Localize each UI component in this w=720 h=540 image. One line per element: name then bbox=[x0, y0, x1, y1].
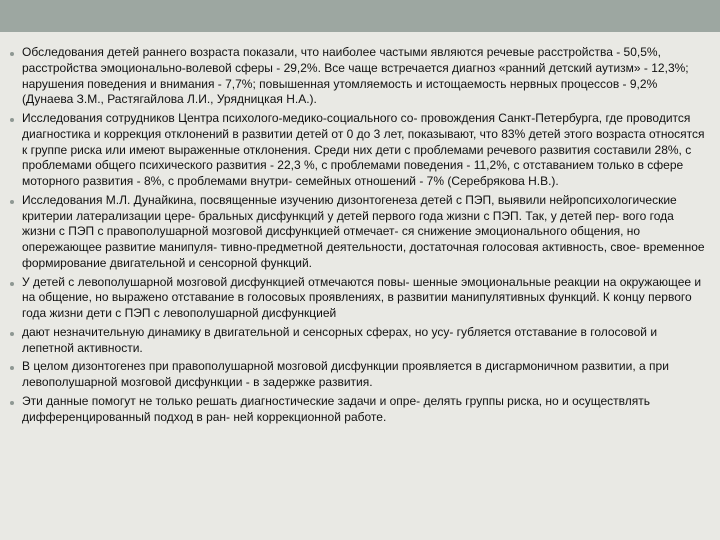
bullet-text: У детей с левополушарной мозговой дисфункцией отмечаются повы- шенные эмоциональные реакции на окружающее и на общение, но выражено отставание в голосовых проявлениях, в развитии манипулятивных функций. К концу первого года жизни дети с ПЭП с левополушарной дисфункцией bbox=[22, 274, 702, 320]
bullet-dot-icon bbox=[10, 366, 14, 370]
bullet-text: Исследования М.Л. Дунайкина, посвященные изучению дизонтогенеза детей с ПЭП, выявили нейропсихологические критерии латерализации цере- бральных дисфункций у детей первого года жизни с ПЭП. Так, у детей пер- вого года жизни с ПЭП с правополушарной мозговой дисфункцией отмечает- ся снижение эмоционального общения, но опережающее развитие манипуля- тивно-предметной деятельности, достаточная голосовая активность, свое- временное формирование двигательной и сенсорной функций. bbox=[22, 192, 705, 270]
bullet-dot-icon bbox=[10, 401, 14, 405]
bullet-dot-icon bbox=[10, 282, 14, 286]
bullet-dot-icon bbox=[10, 118, 14, 122]
bullet-text: В целом дизонтогенез при правополушарной мозговой дисфункции проявляется в дисгармоничном развитии, а при левополушарной мозговой дисфункции - в задержке развития. bbox=[22, 359, 669, 389]
bullet-list bbox=[10, 45, 710, 425]
slide-body bbox=[10, 45, 710, 428]
bullet-item bbox=[10, 193, 710, 272]
bullet-item bbox=[10, 394, 710, 426]
bullet-text: дают незначительную динамику в двигательной и сенсорных сферах, но усу- губляется отставание в голосовой и лепетной активности. bbox=[22, 324, 658, 355]
slide-header-bar bbox=[0, 0, 720, 32]
bullet-text: Исследования сотрудников Центра психолого-медико-социального со- провождения Санкт-Петербурга, где проводится диагностика и коррекция отклонений в развитии детей от 0 до 3 лет, показывают, что 83% детей этого возраста относятся к группе риска или имеют выраженные отклонения. Среди них дети с проблемами речевого развития составили 28%, с проблемами общего психического развития - 22,3 %, с проблемами поведения - 11,2%, с отставанием только в сфере моторного развития - 8%, с проблемами внутри- семейных отношений - 7% (Серебрякова Н.В.). bbox=[22, 111, 705, 188]
bullet-item bbox=[10, 359, 710, 391]
bullet-item bbox=[10, 111, 710, 190]
bullet-text: Обследования детей раннего возраста показали, что наиболее частыми являются речевые расстройства - 50,5%, расстройства эмоционально-волевой сферы - 29,2%. Все чаще встречается диагноз «ранний детский аутизм» - 12,3%; нарушения поведения и внимания - 7,7%; повышенная утомляемость и истощаемость нервных процессов - 9,2% (Дунаева З.М., Растягайлова Л.И., Урядницкая Н.А.). bbox=[22, 45, 689, 107]
bullet-text: Эти данные помогут не только решать диагностические задачи и опре- делять группы риска, но и осуществлять дифференцированный подход в ран- ней коррекционной работе. bbox=[22, 393, 651, 424]
bullet-dot-icon bbox=[10, 200, 14, 204]
bullet-item bbox=[10, 275, 710, 322]
bullet-dot-icon bbox=[10, 332, 14, 336]
bullet-item bbox=[10, 45, 710, 108]
bullet-dot-icon bbox=[10, 52, 14, 56]
bullet-item bbox=[10, 325, 710, 357]
